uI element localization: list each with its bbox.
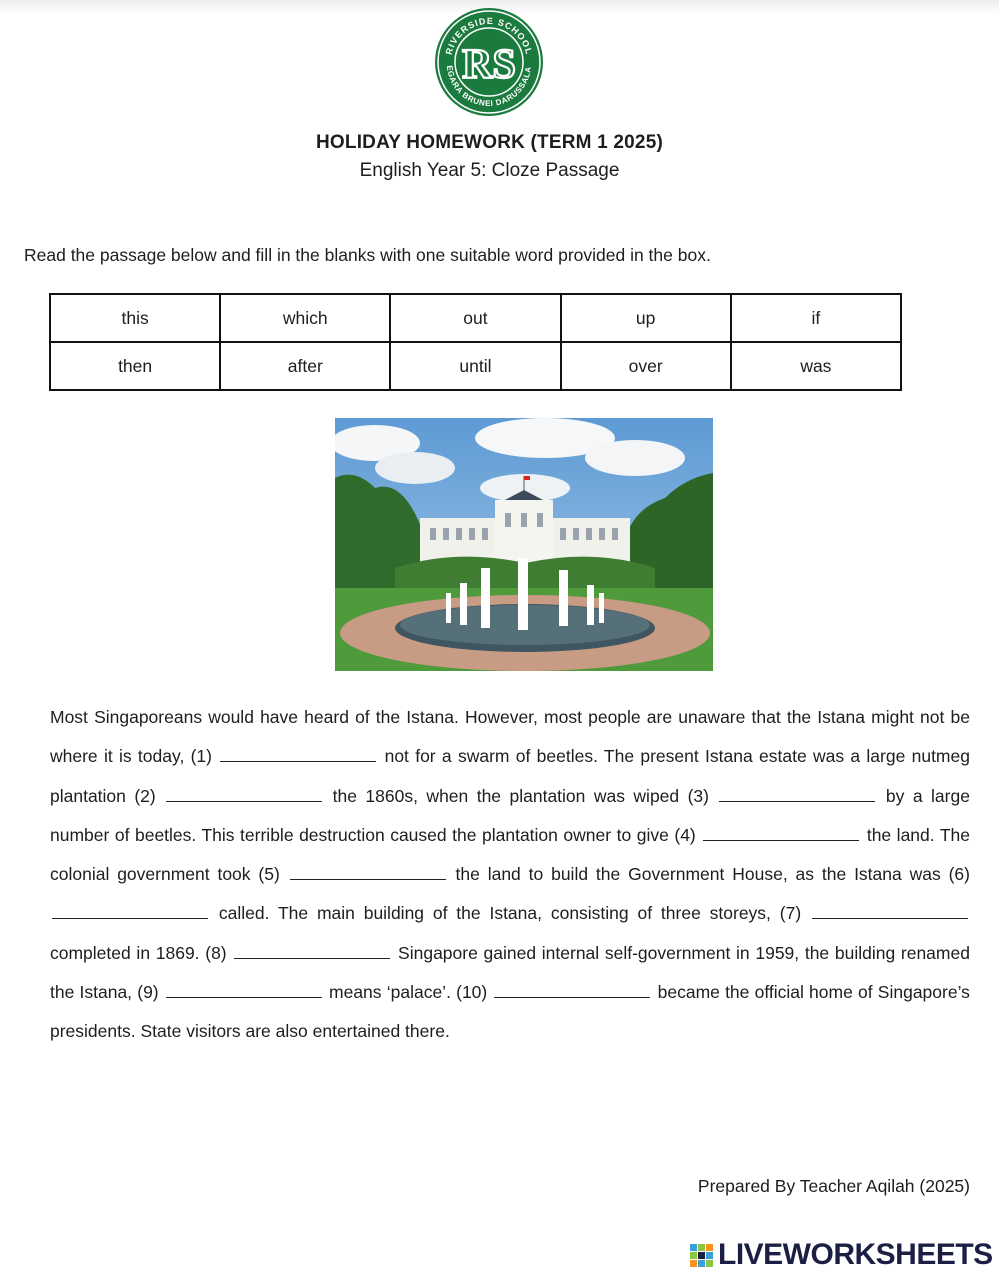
word-box-row — [50, 294, 901, 342]
passage-text: the land to build the Government House, as the Istana was — [455, 864, 941, 885]
logo-monogram: RS — [462, 42, 516, 88]
passage-text: became the official home of Singapore’s presidents. State visitors are also entertained there. — [50, 982, 970, 1042]
blank-number: (3) — [687, 785, 709, 806]
blank-8[interactable] — [234, 957, 390, 959]
word-box-row — [50, 342, 901, 390]
liveworksheets-wordmark: LIVEWORKSHEETS — [718, 1238, 993, 1271]
blank-9[interactable] — [166, 996, 322, 998]
school-logo — [433, 6, 545, 118]
passage-text: the 1860s, when the plantation was wiped — [332, 785, 680, 806]
blank-number: (7) — [779, 903, 802, 924]
word-cell: if — [731, 294, 901, 342]
prepared-by-text: Prepared By Teacher Aqilah (2025) — [697, 1176, 970, 1196]
word-cell: then — [50, 342, 220, 390]
istana-fountain-photo — [335, 418, 713, 671]
logo-ring-top-text: RIVERSIDE SCHOOL — [443, 15, 535, 56]
blank-5[interactable] — [290, 878, 446, 880]
blank-number: (1) — [190, 746, 212, 767]
passage-text: called. The main building of the Istana, consisting of three storeys, — [218, 903, 771, 924]
passage-text: Singapore gained internal self-government in 1959, the building renamed the Istana, — [50, 942, 970, 1003]
liveworksheets-logo-icon — [690, 1244, 714, 1268]
blank-7[interactable] — [812, 917, 968, 919]
blank-number: (5) — [258, 864, 280, 885]
page-subtitle: English Year 5: Cloze Passage — [359, 160, 620, 181]
blank-number: (6) — [948, 864, 970, 885]
blank-number: (2) — [134, 785, 156, 806]
instruction-text: Read the passage below and fill in the blanks with one suitable word provided in the box. — [24, 245, 711, 265]
word-cell: until — [390, 342, 560, 390]
word-cell: up — [561, 294, 731, 342]
blank-1[interactable] — [220, 760, 376, 762]
passage-text: the land. The colonial government took — [50, 824, 970, 885]
cloze-passage — [50, 698, 970, 1052]
blank-2[interactable] — [166, 800, 322, 802]
word-box-table — [49, 293, 902, 391]
word-cell: out — [390, 294, 560, 342]
passage-text: completed in 1869. — [50, 942, 200, 963]
word-cell: over — [561, 342, 731, 390]
passage-text: Most Singaporeans would have heard of the Istana. However, most people are unaware that the Istana might not be where it is today, — [50, 707, 970, 767]
blank-number: (8) — [205, 942, 227, 963]
passage-text: means ‘palace’. — [329, 982, 451, 1003]
blank-number: (10) — [456, 982, 488, 1003]
word-cell: was — [731, 342, 901, 390]
blank-3[interactable] — [719, 800, 875, 802]
blank-6[interactable] — [52, 917, 208, 919]
word-cell: this — [50, 294, 220, 342]
blank-number: (9) — [137, 982, 159, 1003]
page-title: HOLIDAY HOMEWORK (TERM 1 2025) — [316, 132, 663, 153]
liveworksheets-watermark — [690, 1236, 993, 1276]
blank-number: (4) — [674, 824, 696, 845]
logo-ring-bottom-text: EGARA BRUNEI DARUSSALA — [444, 64, 534, 109]
passage-text: not for a swarm of beetles. The present Istana estate was a large nutmeg plantation — [50, 746, 970, 806]
word-cell: which — [220, 294, 390, 342]
passage-text: by a large number of beetles. This terrible destruction caused the plantation owner to give — [50, 785, 970, 845]
blank-4[interactable] — [703, 839, 859, 841]
blank-10[interactable] — [494, 996, 650, 998]
word-cell: after — [220, 342, 390, 390]
